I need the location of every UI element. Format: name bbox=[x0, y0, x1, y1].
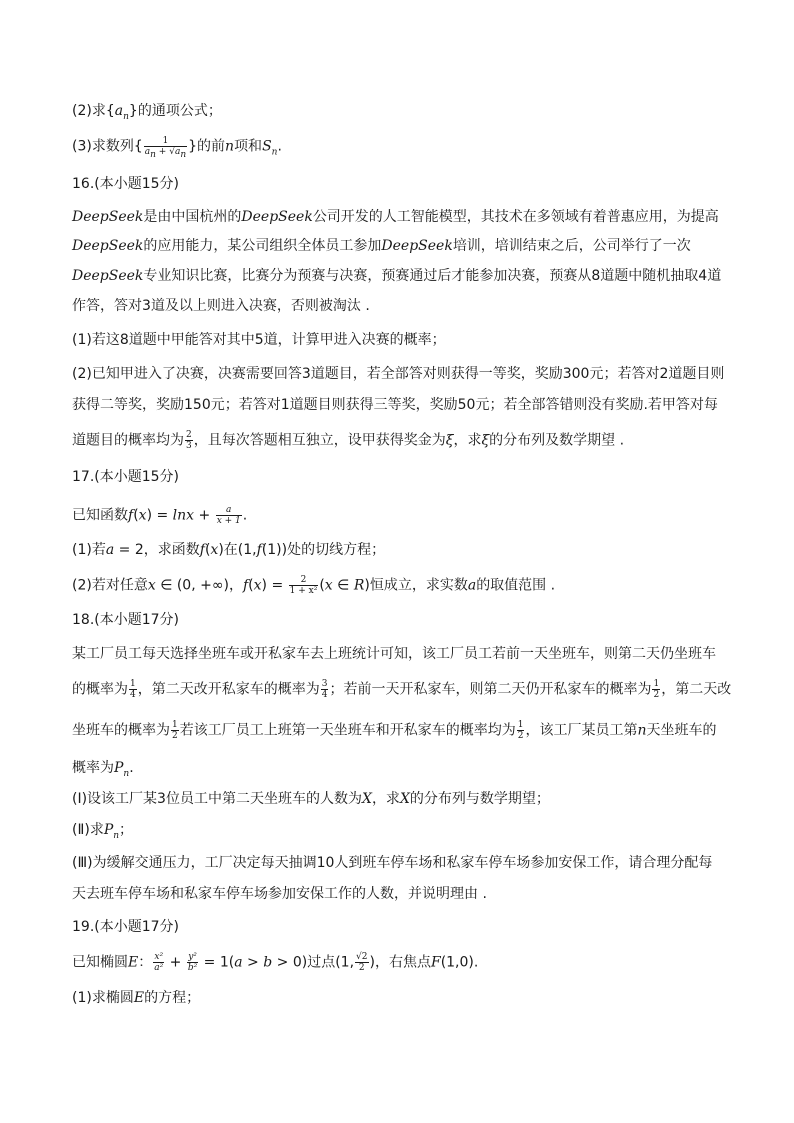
fraction: $\frac{\text{y²}}{\text{b²}}$ bbox=[187, 952, 198, 973]
fraction: $\frac{1}{2}$ bbox=[172, 720, 178, 741]
fraction: $\frac{2}{\text{1 + x²}}$ bbox=[289, 575, 318, 596]
fraction: $\frac{1}{2}$ bbox=[653, 679, 660, 700]
problem-16-part-1: (1)若这8道题中甲能答对其中5道，计算甲进入决赛的概率； bbox=[72, 332, 446, 348]
problem-16-part-2: 道题目的概率均为 $\frac{2}{3}$ ，且每次答题相互独立，设甲获得奖金为ξ，求ξ的分布列及数学期望 . bbox=[72, 430, 625, 451]
problem-16-text: 作答，答对3道及以上则进入决赛，否则被淘汰 . bbox=[72, 298, 370, 314]
problem-17-part-1: (1)若a = 2，求函数f(x)在(1,f(1))处的切线方程； bbox=[72, 542, 386, 558]
problem-16-text: DeepSeek是由中国杭州的DeepSeek公司开发的人工智能模型，其技术在多领域有着普惠应用，为提高 bbox=[72, 209, 719, 225]
line-2-general-term: (2)求$\{a_n\}$的通项公式； bbox=[72, 103, 222, 122]
problem-19-heading: 19.(本小题17分) bbox=[72, 919, 180, 935]
problem-19-ellipse: 已知椭圆E： $\frac{\text{x²}}{\text{a²}}$ + $\frac{\text{y²}}{\text{b²}}$ = 1(a > b > 0)过点(1, $\frac{√2}{2}$ )，右焦点F(1,0). bbox=[72, 952, 479, 973]
problem-16-text: DeepSeek的应用能力，某公司组织全体员工参加DeepSeek培训，培训结束之后，公司举行了一次 bbox=[72, 238, 691, 254]
problem-17-part-2: (2)若对任意x ∈ (0, +∞)，f(x) = $\frac{2}{\text{1 + x²}}$ (x ∈ R)恒成立，求实数a的取值范围 . bbox=[72, 575, 556, 596]
fraction: $\frac{1}{a_n + √a_n}$ bbox=[144, 136, 187, 160]
problem-18-text: 某工厂员工每天选择坐班车或开私家车去上班统计可知，该工厂员工若前一天坐班车，则第二天仍坐班车 bbox=[72, 646, 716, 662]
fraction: $\frac{1}{2}$ bbox=[517, 720, 524, 741]
problem-19-part-1: (1)求椭圆E的方程； bbox=[72, 990, 201, 1006]
fraction: $\frac{a}{x + 1}$ bbox=[216, 505, 241, 526]
fraction: $\frac{√2}{2}$ bbox=[356, 952, 368, 973]
problem-16-text: DeepSeek专业知识比赛，比赛分为预赛与决赛，预赛通过后才能参加决赛，预赛从8道题中随机抽取4道 bbox=[72, 268, 722, 284]
problem-16-part-2: 获得二等奖，奖励150元；若答对1道题目则获得三等奖，奖励50元；若全部答错则没有奖励.若甲答对每 bbox=[72, 397, 718, 413]
problem-18-text: 坐班车的概率为 $\frac{1}{2}$ 若该工厂员工上班第一天坐班车和开私家车的概率均为 $\frac{1}{2}$ ，该工厂某员工第n天坐班车的 bbox=[72, 720, 717, 741]
problem-18-part-3: (Ⅲ)为缓解交通压力，工厂决定每天抽调10人到班车停车场和私家车停车场参加安保工作，请合理分配每 bbox=[72, 855, 713, 871]
problem-18-part-2: (Ⅱ)求$P_n$； bbox=[72, 822, 134, 841]
problem-18-part-1: (Ⅰ)设该工厂某3位员工中第二天坐班车的人数为X，求X的分布列与数学期望； bbox=[72, 791, 550, 807]
fraction: $\frac{\text{x²}}{\text{a²}}$ bbox=[154, 952, 164, 973]
fraction: $\frac{3}{4}$ bbox=[321, 679, 328, 700]
problem-18-text: 概率为$P_n$. bbox=[72, 760, 134, 779]
sqrt-sign: √ bbox=[169, 147, 175, 157]
fraction: $\frac{2}{3}$ bbox=[186, 430, 192, 451]
problem-17-heading: 17.(本小题15分) bbox=[72, 469, 180, 485]
line-3-sequence-sum: (3)求数列{ $\frac{1}{a_n + √a_n}$ }的前n项和$S_n$. bbox=[72, 136, 282, 160]
problem-18-heading: 18.(本小题17分) bbox=[72, 612, 180, 628]
problem-17-function: 已知函数f(x) = lnx + $\frac{a}{x + 1}$ . bbox=[72, 505, 248, 526]
problem-18-part-3: 天去班车停车场和私家车停车场参加安保工作的人数，并说明理由 . bbox=[72, 886, 487, 902]
problem-18-text: 的概率为 $\frac{1}{4}$ ，第二天改开私家车的概率为 $\frac{3}{4}$ ；若前一天开私家车，则第二天仍开私家车的概率为 $\frac{1}{2}$ ，第二天改 bbox=[72, 679, 732, 700]
problem-16-part-2: (2)已知甲进入了决赛，决赛需要回答3道题目，若全部答对则获得一等奖，奖励300元；若答对2道题目则 bbox=[72, 366, 725, 382]
problem-16-heading: 16.(本小题15分) bbox=[72, 176, 180, 192]
fraction: $\frac{1}{4}$ bbox=[130, 679, 136, 700]
